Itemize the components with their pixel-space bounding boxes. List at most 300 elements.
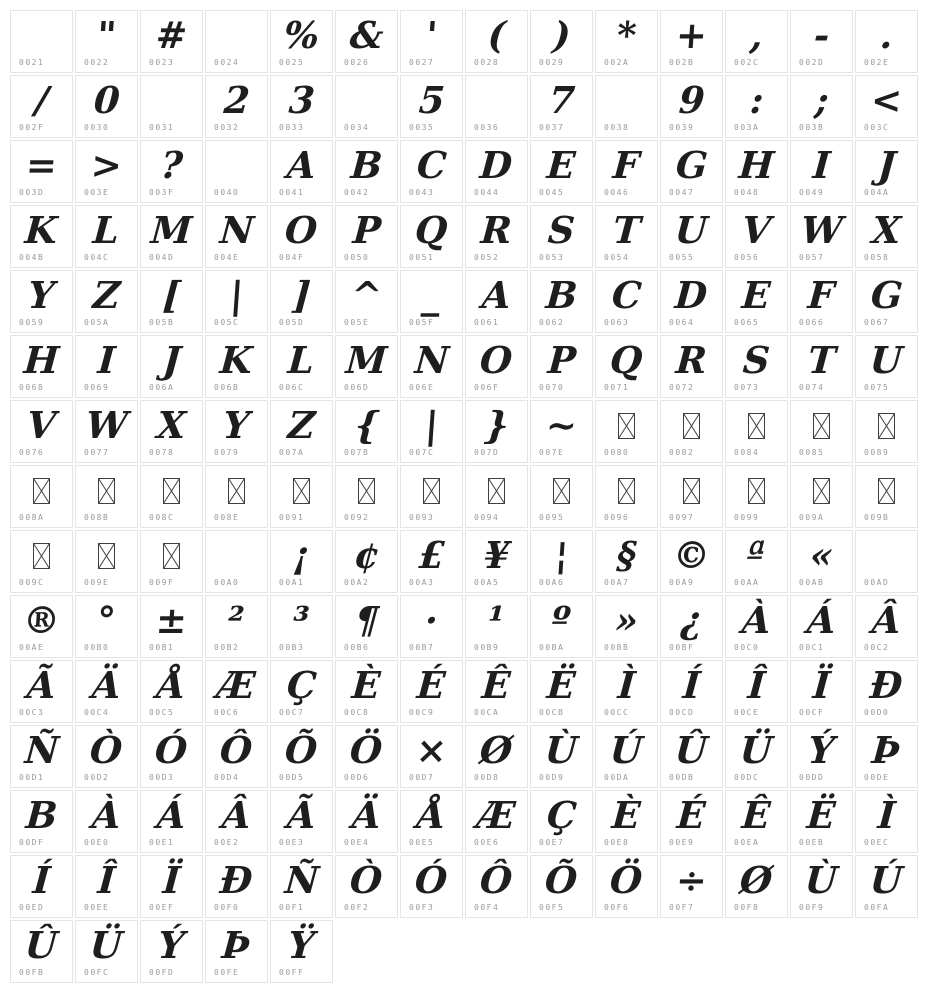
glyph-cell[interactable]	[335, 725, 398, 788]
glyph-cell[interactable]	[660, 335, 723, 398]
codepoint-label: 005A	[84, 318, 110, 327]
glyph-cell[interactable]	[205, 205, 268, 268]
glyph-cell[interactable]	[465, 855, 528, 918]
glyph-cell[interactable]	[205, 920, 268, 983]
glyph-area	[271, 272, 332, 319]
glyph: S	[546, 208, 577, 252]
glyph-area	[76, 597, 137, 644]
glyph-cell[interactable]	[140, 530, 203, 593]
glyph-cell[interactable]	[270, 10, 333, 73]
glyph-cell[interactable]	[725, 595, 788, 658]
glyph: J	[161, 338, 182, 382]
glyph-cell[interactable]	[335, 855, 398, 918]
codepoint-label: 003F	[149, 188, 175, 197]
glyph-cell[interactable]	[400, 790, 463, 853]
codepoint-label: 004F	[279, 253, 305, 262]
glyph-cell[interactable]	[595, 660, 658, 723]
glyph-cell[interactable]	[10, 335, 73, 398]
glyph-cell[interactable]	[335, 790, 398, 853]
codepoint-label: 0095	[539, 513, 565, 522]
glyph-cell[interactable]	[660, 465, 723, 528]
glyph: U	[868, 338, 905, 382]
glyph-area	[661, 532, 722, 579]
glyph-cell[interactable]	[790, 595, 853, 658]
glyph-cell[interactable]	[205, 465, 268, 528]
glyph-cell[interactable]	[400, 855, 463, 918]
codepoint-label: 0052	[474, 253, 500, 262]
glyph-cell[interactable]	[465, 725, 528, 788]
codepoint-label: 0031	[149, 123, 175, 132]
glyph-cell[interactable]	[140, 855, 203, 918]
glyph-cell[interactable]	[660, 660, 723, 723]
glyph-cell[interactable]	[660, 205, 723, 268]
glyph-area	[596, 272, 657, 319]
glyph-cell[interactable]	[335, 400, 398, 463]
glyph-cell[interactable]	[10, 205, 73, 268]
codepoint-label: 00E2	[214, 838, 240, 847]
glyph-cell[interactable]	[75, 595, 138, 658]
glyph-cell[interactable]	[530, 75, 593, 138]
glyph-area	[466, 402, 527, 449]
glyph-cell[interactable]	[530, 465, 593, 528]
glyph-cell[interactable]	[140, 400, 203, 463]
codepoint-label: 0093	[409, 513, 435, 522]
glyph-cell[interactable]	[140, 10, 203, 73]
glyph: Í	[681, 663, 702, 707]
codepoint-label: 003D	[19, 188, 45, 197]
glyph-cell[interactable]	[335, 660, 398, 723]
glyph-cell[interactable]	[530, 205, 593, 268]
glyph-cell[interactable]	[530, 725, 593, 788]
glyph-cell[interactable]	[140, 725, 203, 788]
glyph: Ô	[478, 858, 515, 902]
glyph-cell[interactable]	[855, 530, 918, 593]
glyph-cell[interactable]	[10, 10, 73, 73]
codepoint-label: 006C	[279, 383, 305, 392]
glyph-cell[interactable]	[205, 660, 268, 723]
glyph-cell[interactable]	[725, 465, 788, 528]
codepoint-label: 0085	[799, 448, 825, 457]
glyph-cell[interactable]	[140, 335, 203, 398]
glyph-cell[interactable]	[335, 75, 398, 138]
glyph-cell[interactable]	[205, 855, 268, 918]
codepoint-label: 00D6	[344, 773, 370, 782]
glyph-area	[141, 337, 202, 384]
glyph-cell[interactable]	[270, 660, 333, 723]
codepoint-label: 0051	[409, 253, 435, 262]
glyph-cell[interactable]	[400, 660, 463, 723]
glyph-cell[interactable]	[75, 140, 138, 203]
codepoint-label: 007B	[344, 448, 370, 457]
glyph-cell[interactable]	[465, 335, 528, 398]
glyph-cell[interactable]	[270, 855, 333, 918]
glyph: X	[155, 403, 188, 447]
glyph-cell[interactable]	[205, 595, 268, 658]
glyph-cell[interactable]	[75, 75, 138, 138]
glyph-area	[271, 532, 332, 579]
glyph-area	[726, 857, 787, 904]
glyph-cell[interactable]	[790, 725, 853, 788]
glyph: Ù	[543, 728, 580, 772]
codepoint-label: 00D8	[474, 773, 500, 782]
glyph-area	[206, 857, 267, 904]
glyph-cell[interactable]	[10, 855, 73, 918]
codepoint-label: 00C8	[344, 708, 370, 717]
codepoint-label: 0022	[84, 58, 110, 67]
glyph-cell[interactable]	[660, 530, 723, 593]
glyph-cell[interactable]	[725, 790, 788, 853]
glyph-cell[interactable]	[530, 530, 593, 593]
glyph-cell[interactable]	[855, 400, 918, 463]
glyph-cell[interactable]	[270, 270, 333, 333]
glyph-cell[interactable]	[725, 335, 788, 398]
codepoint-label: 00B9	[474, 643, 500, 652]
codepoint-label: 0066	[799, 318, 825, 327]
codepoint-label: 0030	[84, 123, 110, 132]
glyph-cell[interactable]	[205, 270, 268, 333]
glyph-cell[interactable]	[595, 465, 658, 528]
glyph-cell[interactable]	[855, 595, 918, 658]
glyph-cell[interactable]	[595, 75, 658, 138]
glyph-cell[interactable]	[140, 140, 203, 203]
glyph-cell[interactable]	[205, 140, 268, 203]
glyph-cell[interactable]	[400, 140, 463, 203]
glyph: 5	[417, 78, 446, 122]
glyph-cell[interactable]	[530, 270, 593, 333]
codepoint-label: 0042	[344, 188, 370, 197]
glyph-cell[interactable]	[660, 595, 723, 658]
glyph: M	[149, 208, 194, 252]
glyph-cell[interactable]	[660, 790, 723, 853]
glyph-area	[531, 857, 592, 904]
codepoint-label: 0091	[279, 513, 305, 522]
glyph: «	[808, 533, 835, 577]
glyph-cell[interactable]	[725, 75, 788, 138]
codepoint-label: 009E	[84, 578, 110, 587]
glyph-cell[interactable]	[400, 400, 463, 463]
glyph-cell[interactable]	[660, 10, 723, 73]
glyph-cell[interactable]	[725, 660, 788, 723]
glyph-cell[interactable]	[465, 465, 528, 528]
glyph-cell[interactable]	[595, 725, 658, 788]
glyph-cell[interactable]	[595, 335, 658, 398]
glyph-cell[interactable]	[75, 10, 138, 73]
glyph-cell[interactable]	[75, 530, 138, 593]
codepoint-label: 004C	[84, 253, 110, 262]
glyph: ¥	[482, 533, 511, 577]
glyph-cell[interactable]	[855, 140, 918, 203]
glyph-cell[interactable]	[855, 205, 918, 268]
glyph-cell[interactable]	[75, 270, 138, 333]
glyph: &	[348, 13, 385, 57]
glyph: 0	[92, 78, 121, 122]
glyph-area	[271, 77, 332, 124]
glyph-cell[interactable]	[790, 10, 853, 73]
glyph-cell[interactable]	[270, 725, 333, 788]
glyph-cell[interactable]	[75, 400, 138, 463]
codepoint-label: 00C1	[799, 643, 825, 652]
glyph-cell[interactable]	[10, 660, 73, 723]
glyph-cell[interactable]	[790, 140, 853, 203]
glyph-cell[interactable]	[335, 595, 398, 658]
glyph-cell[interactable]	[140, 595, 203, 658]
codepoint-label: 0056	[734, 253, 760, 262]
glyph-area	[531, 597, 592, 644]
glyph-cell[interactable]	[790, 335, 853, 398]
codepoint-label: 008E	[214, 513, 240, 522]
glyph-cell[interactable]	[465, 595, 528, 658]
glyph-cell[interactable]	[205, 790, 268, 853]
glyph-cell[interactable]	[400, 335, 463, 398]
glyph-cell[interactable]	[790, 660, 853, 723]
glyph-cell[interactable]	[790, 790, 853, 853]
glyph-cell[interactable]	[205, 400, 268, 463]
glyph-cell[interactable]	[335, 10, 398, 73]
glyph-cell[interactable]	[725, 10, 788, 73]
glyph-cell[interactable]	[10, 140, 73, 203]
glyph-cell[interactable]	[855, 465, 918, 528]
glyph-cell[interactable]	[855, 660, 918, 723]
glyph-cell[interactable]	[855, 790, 918, 853]
glyph: Z	[286, 403, 317, 447]
glyph-cell[interactable]	[855, 270, 918, 333]
glyph: Ï	[811, 663, 832, 707]
glyph-cell[interactable]	[140, 75, 203, 138]
glyph-cell[interactable]	[465, 270, 528, 333]
glyph-cell[interactable]	[10, 530, 73, 593]
glyph-cell[interactable]	[725, 400, 788, 463]
glyph-cell[interactable]	[335, 140, 398, 203]
glyph-area	[726, 727, 787, 774]
glyph-cell[interactable]	[595, 595, 658, 658]
glyph-area	[401, 207, 462, 254]
glyph-cell[interactable]	[790, 530, 853, 593]
glyph-cell[interactable]	[400, 75, 463, 138]
glyph: É	[675, 793, 708, 837]
codepoint-label: 00B3	[279, 643, 305, 652]
glyph-cell[interactable]	[790, 270, 853, 333]
glyph-cell[interactable]	[75, 205, 138, 268]
glyph: =	[24, 143, 59, 187]
glyph-cell[interactable]	[790, 205, 853, 268]
glyph-cell[interactable]	[205, 530, 268, 593]
codepoint-label: 0089	[864, 448, 890, 457]
glyph-cell[interactable]	[855, 10, 918, 73]
glyph-cell[interactable]	[140, 205, 203, 268]
glyph-cell[interactable]	[335, 205, 398, 268]
codepoint-label: 0064	[669, 318, 695, 327]
glyph-cell[interactable]	[595, 400, 658, 463]
glyph-area	[11, 77, 72, 124]
glyph-cell[interactable]	[75, 335, 138, 398]
glyph-cell[interactable]	[75, 660, 138, 723]
codepoint-label: 00E9	[669, 838, 695, 847]
glyph-cell[interactable]	[75, 725, 138, 788]
glyph-cell[interactable]	[270, 530, 333, 593]
glyph-cell[interactable]	[465, 530, 528, 593]
glyph: /	[33, 78, 50, 122]
glyph-cell[interactable]	[400, 205, 463, 268]
codepoint-label: 00F8	[734, 903, 760, 912]
glyph-cell[interactable]	[855, 725, 918, 788]
glyph-cell[interactable]	[205, 335, 268, 398]
glyph-cell[interactable]	[10, 725, 73, 788]
codepoint-label: 0034	[344, 123, 370, 132]
glyph: T	[806, 338, 837, 382]
glyph-cell[interactable]	[465, 400, 528, 463]
glyph-cell[interactable]	[75, 920, 138, 983]
glyph-cell[interactable]	[140, 920, 203, 983]
glyph-area	[336, 662, 397, 709]
glyph-cell[interactable]	[75, 855, 138, 918]
glyph-cell[interactable]	[595, 270, 658, 333]
glyph-cell[interactable]	[10, 270, 73, 333]
glyph-cell[interactable]	[270, 140, 333, 203]
glyph: Â	[870, 598, 903, 642]
glyph-cell[interactable]	[75, 790, 138, 853]
glyph-cell[interactable]	[400, 725, 463, 788]
codepoint-label: 007A	[279, 448, 305, 457]
glyph-cell[interactable]	[660, 855, 723, 918]
glyph-cell[interactable]	[465, 205, 528, 268]
glyph-cell[interactable]	[10, 920, 73, 983]
glyph: :	[748, 78, 765, 122]
codepoint-label: 0055	[669, 253, 695, 262]
glyph-cell[interactable]	[790, 465, 853, 528]
glyph-cell[interactable]	[530, 10, 593, 73]
glyph-cell[interactable]	[10, 595, 73, 658]
glyph: Ý	[156, 923, 187, 967]
glyph-cell[interactable]	[530, 140, 593, 203]
glyph-area	[661, 727, 722, 774]
glyph-cell[interactable]	[465, 790, 528, 853]
glyph-cell[interactable]	[530, 335, 593, 398]
glyph-cell[interactable]	[400, 270, 463, 333]
glyph-cell[interactable]	[530, 660, 593, 723]
glyph-cell[interactable]	[660, 270, 723, 333]
glyph-cell[interactable]	[400, 465, 463, 528]
glyph-cell[interactable]	[855, 335, 918, 398]
glyph-cell[interactable]	[140, 790, 203, 853]
glyph-cell[interactable]	[10, 790, 73, 853]
glyph-area	[206, 402, 267, 449]
codepoint-label: 00A5	[474, 578, 500, 587]
glyph-cell[interactable]	[530, 595, 593, 658]
glyph-cell[interactable]	[270, 335, 333, 398]
glyph-cell[interactable]	[10, 75, 73, 138]
glyph-cell[interactable]	[205, 75, 268, 138]
glyph-cell[interactable]	[335, 530, 398, 593]
glyph: Ä	[90, 663, 123, 707]
glyph-cell[interactable]	[10, 465, 73, 528]
glyph-area	[856, 12, 917, 59]
glyph-cell[interactable]	[660, 725, 723, 788]
codepoint-label: 00AD	[864, 578, 890, 587]
glyph: Û	[673, 728, 710, 772]
glyph-cell[interactable]	[725, 855, 788, 918]
glyph-cell[interactable]	[270, 920, 333, 983]
glyph-cell[interactable]	[140, 660, 203, 723]
glyph: K	[23, 208, 60, 252]
glyph-cell[interactable]	[335, 270, 398, 333]
codepoint-label: 0043	[409, 188, 435, 197]
glyph-cell[interactable]	[790, 855, 853, 918]
glyph-cell[interactable]	[855, 855, 918, 918]
glyph: V	[740, 208, 773, 252]
codepoint-label: 00AB	[799, 578, 825, 587]
glyph-cell[interactable]	[205, 725, 268, 788]
glyph-area	[11, 402, 72, 449]
glyph-cell[interactable]	[660, 140, 723, 203]
glyph-cell[interactable]	[725, 530, 788, 593]
glyph-cell[interactable]	[595, 790, 658, 853]
glyph-cell[interactable]	[595, 140, 658, 203]
codepoint-label: 002B	[669, 58, 695, 67]
glyph-cell[interactable]	[660, 75, 723, 138]
glyph-cell[interactable]	[400, 10, 463, 73]
glyph-cell[interactable]	[595, 205, 658, 268]
glyph-cell[interactable]	[270, 205, 333, 268]
glyph-cell[interactable]	[75, 465, 138, 528]
missing-glyph-icon	[423, 478, 440, 504]
glyph-cell[interactable]	[465, 660, 528, 723]
glyph-cell[interactable]	[725, 270, 788, 333]
glyph-cell[interactable]	[465, 75, 528, 138]
glyph: Í	[31, 858, 52, 902]
glyph-cell[interactable]	[530, 400, 593, 463]
glyph-cell[interactable]	[335, 335, 398, 398]
glyph-cell[interactable]	[725, 140, 788, 203]
glyph-area	[76, 77, 137, 124]
glyph: Ô	[218, 728, 255, 772]
glyph-cell[interactable]	[270, 400, 333, 463]
glyph-cell[interactable]	[465, 10, 528, 73]
glyph-cell[interactable]	[270, 595, 333, 658]
glyph-cell[interactable]	[400, 595, 463, 658]
glyph-cell[interactable]	[270, 75, 333, 138]
glyph-cell[interactable]	[205, 10, 268, 73]
glyph-cell[interactable]	[595, 855, 658, 918]
glyph: À	[740, 598, 773, 642]
glyph-cell[interactable]	[270, 790, 333, 853]
glyph-area	[661, 402, 722, 449]
glyph-area	[726, 272, 787, 319]
glyph-cell[interactable]	[270, 465, 333, 528]
glyph-cell[interactable]	[725, 725, 788, 788]
glyph-cell[interactable]	[790, 400, 853, 463]
glyph-cell[interactable]	[660, 400, 723, 463]
glyph: {	[353, 403, 380, 447]
glyph-cell[interactable]	[140, 270, 203, 333]
glyph-cell[interactable]	[595, 530, 658, 593]
glyph-cell[interactable]	[140, 465, 203, 528]
codepoint-label: 00FB	[19, 968, 45, 977]
glyph-area	[336, 792, 397, 839]
glyph-cell[interactable]	[335, 465, 398, 528]
glyph-cell[interactable]	[595, 10, 658, 73]
glyph-cell[interactable]	[465, 140, 528, 203]
glyph-area	[466, 77, 527, 124]
glyph-cell[interactable]	[725, 205, 788, 268]
glyph-cell[interactable]	[530, 790, 593, 853]
glyph-cell[interactable]	[530, 855, 593, 918]
glyph-area	[206, 792, 267, 839]
glyph-cell[interactable]	[10, 400, 73, 463]
glyph-cell[interactable]	[855, 75, 918, 138]
glyph-cell[interactable]	[400, 530, 463, 593]
glyph-cell[interactable]	[790, 75, 853, 138]
glyph: Ð	[868, 663, 905, 707]
